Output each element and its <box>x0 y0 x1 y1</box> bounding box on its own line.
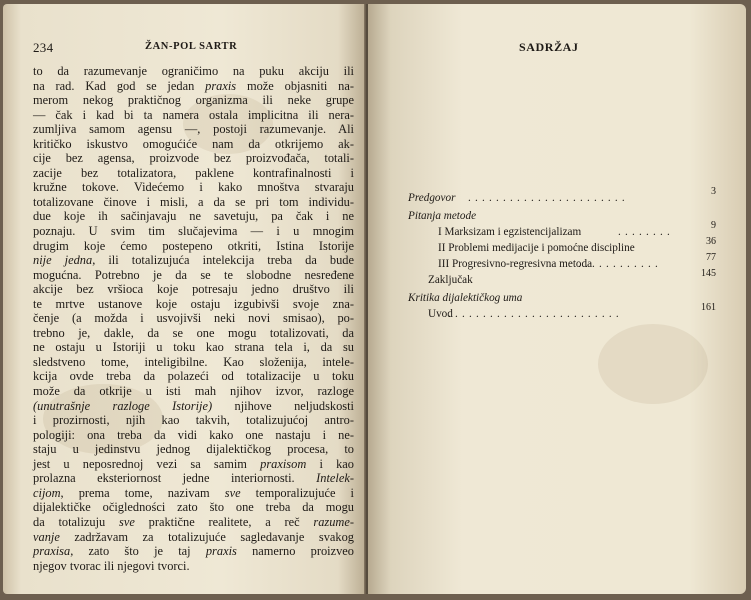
toc-entry-page: 36 <box>706 236 716 247</box>
left-page <box>3 4 367 594</box>
toc-entry-label: I Marksizam i egzistencijalizam <box>438 226 582 238</box>
text-line: due koje ih sačinjavaju ne savetuju, pa čak i ne <box>33 209 354 224</box>
text-line: to da razumevanje ograničimo na puku akciju ili <box>33 64 354 78</box>
toc-leader-dots: ......................... <box>448 308 623 320</box>
toc-heading: SADRŽAJ <box>519 40 579 54</box>
toc-leader-dots: ........ <box>618 226 674 238</box>
toc-entry-label: Zaključak <box>428 274 473 286</box>
toc-entry <box>408 292 708 308</box>
text-line: cijom, prema tome, nazivam sve temporalizujuće i <box>33 485 354 500</box>
toc-entry-label: Kritika dijalektičkog uma <box>408 292 523 304</box>
page-header <box>33 40 353 58</box>
text-line: mogućna. Potrebno je da se te slobodne nesređene <box>33 267 354 282</box>
text-line: može da otkrije u isti mah njihov izvor, razloge <box>33 384 354 399</box>
text-line: te mrtve ustanove koje ostaju izgubivši svoje zna- <box>33 296 354 311</box>
toc-entry-label: III Progresivno-regresivna metoda <box>438 258 593 270</box>
toc-entry-label: Pitanja metode <box>408 210 477 222</box>
toc-entry-page: 145 <box>701 268 716 279</box>
page-number: 234 <box>33 40 54 55</box>
text-line: jest u neposrednoj vezi sa samim praxisom i kao <box>33 456 354 471</box>
text-line: zumljiva samom agensu —, postoji razumevanje. Ali <box>33 122 354 137</box>
text-line: (unutrašnje razloge Istorije) njihove neljudskosti <box>33 398 354 413</box>
text-line: trebno je, dakle, da se one mogu totalizovati, da <box>33 325 354 340</box>
toc-entry-label: Uvod <box>428 308 453 320</box>
text-line: cije bez agensa, proizvode bez proizvođača, totali- <box>33 151 354 166</box>
toc-entry-label: II Problemi medijacije i pomoćne discipline <box>438 242 635 254</box>
text-line: pologiji: ona treba da vidi kako one nastaju i ne- <box>33 427 354 442</box>
text-line: njegov tvorac ili njegovi tvorci. <box>33 558 190 573</box>
toc-leader-dots: ............ <box>578 258 662 270</box>
text-line: staju u jedinstvu jednog dijalektičkog procesa, to <box>33 442 354 457</box>
text-line: ne ostaju u Istoriji u toku kao strana tela i, da su <box>33 340 354 355</box>
text-line: kritičko iskustvo omogućiće nam da otkrijemo ak- <box>33 136 354 151</box>
text-line: sledstveno tome, inteligibilne. Kao složenija, intele- <box>33 354 354 369</box>
toc-entry <box>408 268 716 290</box>
text-line: na rad. Kad god se jedan praxis može objasniti na- <box>33 78 354 93</box>
toc-entry <box>408 186 716 208</box>
toc-entry <box>408 210 708 226</box>
text-line: dijalektičke očigledności zato što one treba da mogu <box>33 500 354 515</box>
text-line: praxisa, zato što je taj praxis namerno proizveo <box>33 544 354 559</box>
toc-entry-label: Predgovor <box>408 192 456 204</box>
text-line: totalizovane činove i misli, a da se pri tom individu- <box>33 194 354 209</box>
body-text <box>33 64 354 573</box>
text-line: čenje (a možda i usvojivši neki novi smisao), po- <box>33 311 354 326</box>
text-line: i prozirnosti, njih kao takvih, totalizujućoj antro- <box>33 413 354 428</box>
text-line: kružne tokove. Videćemo i kako mnoštva stvaraju <box>33 180 354 195</box>
right-page <box>368 4 746 594</box>
text-line: nije jedna, ili totalizujuća intelekcija treba da bude <box>33 253 354 268</box>
toc-entry <box>408 302 716 324</box>
text-line: kcija ovde treba da polazeći od totalizacije u toku <box>33 369 354 384</box>
toc-entry-page: 161 <box>701 302 716 313</box>
text-line: drugim koje ćemo postepeno otkriti, Istina Istorije <box>33 238 354 253</box>
toc-entry-page: 3 <box>711 186 716 197</box>
running-head: ŽAN-POL SARTR <box>145 41 238 52</box>
text-line: zacije bez totalizatora, paklene kontrafinalnosti i <box>33 165 354 180</box>
text-line: merom nekog praktičnog organizma ili neke grupe <box>33 93 354 108</box>
text-line: akcije bez vršioca koje potresaju jedno društvo ili <box>33 282 354 297</box>
toc-leader-dots: ....................... <box>468 192 629 204</box>
text-line: da totalizuju sve praktične realitete, a reč razume- <box>33 514 354 529</box>
text-line: vanje zadržavam za totalizujuće sagledavanje svakog <box>33 529 354 544</box>
text-line: poznaju. U svim tim slučajevima — i u mnogim <box>33 224 354 239</box>
text-line: prolazna eksteriornost jedne interiornosti. Intelek- <box>33 471 354 486</box>
toc-entry-page: 9 <box>711 220 716 231</box>
paper-stain <box>598 324 708 404</box>
text-line: — čak i kad bi ta namera ostala implicitna ili nera- <box>33 107 354 122</box>
toc-entry-page: 77 <box>706 252 716 263</box>
